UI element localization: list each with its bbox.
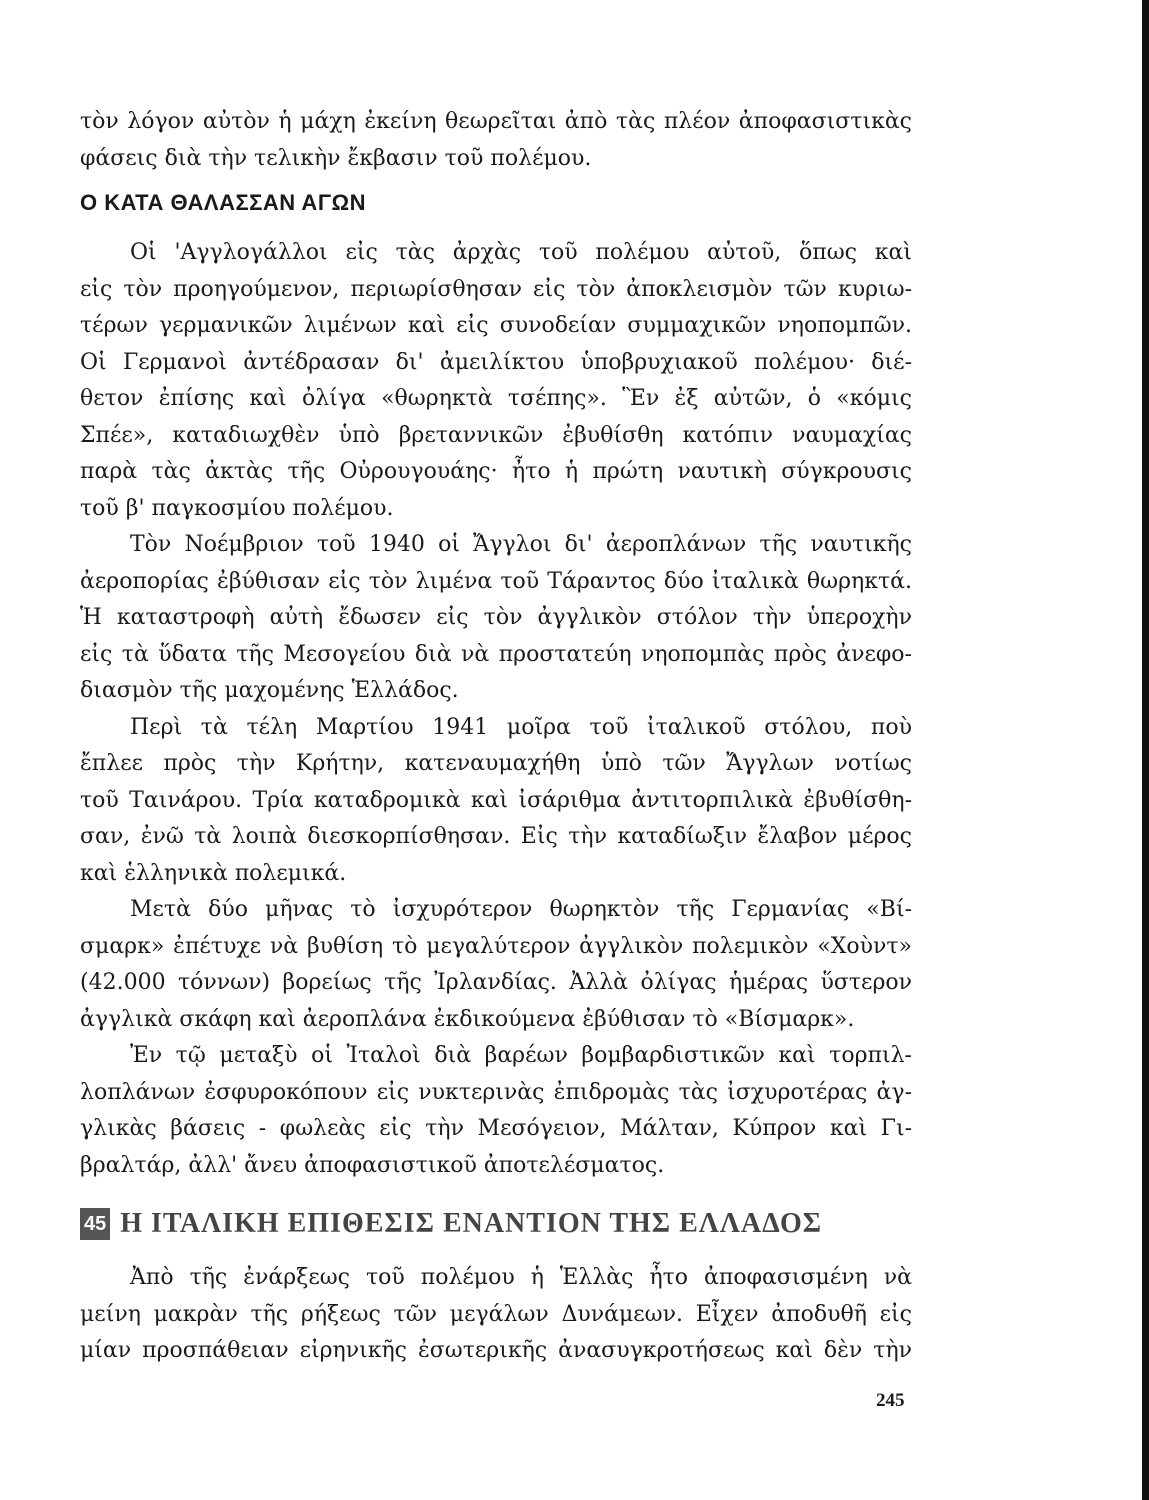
text-line: φάσεις διὰ τὴν τελικὴν ἔκβασιν τοῦ πολέμου. — [80, 145, 592, 171]
page-edge-shadow — [1142, 0, 1149, 1500]
paragraph-taranto — [80, 527, 912, 710]
text-line: Ἡ καταστροφὴ αὐτὴ ἔδωσεν εἰς τὸν ἀγγλικὸν στόλον τὴν ὑπεροχὴν — [80, 605, 912, 630]
text-line: Περὶ τὰ τέλη Μαρτίου 1941 μοῖρα τοῦ ἰταλικοῦ στόλου, ποὺ — [130, 714, 912, 740]
paragraph-naval-blockade — [80, 235, 912, 527]
intro-paragraph — [80, 104, 912, 177]
text-line: τοῦ Ταινάρου. Τρία καταδρομικὰ καὶ ἰσάριθμα ἀντιτορπιλικὰ ἐβυθίσθη- — [80, 787, 912, 813]
text-line: λοπλάνων ἐσφυροκόπουν εἰς νυκτερινὰς ἐπιδρομὰς τὰς ἰσχυροτέρας ἀγ- — [80, 1079, 912, 1105]
text-line: διασμὸν τῆς μαχομένης Ἑλλάδος. — [80, 678, 459, 703]
text-line: Οἱ Γερμανοὶ ἀντέδρασαν δι' ἀμειλίκτου ὑποβρυχιακοῦ πολέμου· διέ- — [80, 349, 912, 375]
text-line: βραλτάρ, ἀλλ' ἄνευ ἀποφασιστικοῦ ἀποτελέσματος. — [80, 1152, 665, 1178]
paragraph-mediterranean-raids — [80, 1038, 912, 1184]
text-line: τὸν λόγον αὐτὸν ἡ μάχη ἐκείνη θεωρεῖται ἀπὸ τὰς πλέον ἀποφασιστικὰς — [80, 109, 912, 134]
text-line: (42.000 τόννων) βορείως τῆς Ἰρλανδίας. Ἀλλὰ ὀλίγας ἡμέρας ὕστερον — [80, 970, 912, 995]
paragraph-matapan — [80, 710, 912, 893]
text-line: σαν, ἐνῶ τὰ λοιπὰ διεσκορπίσθησαν. Εἰς τὴν καταδίωξιν ἔλαβον μέρος — [80, 824, 912, 849]
text-line: Ἐν τῷ μεταξὺ οἱ Ἰταλοὶ διὰ βαρέων βομβαρδιστικῶν καὶ τορπιλ- — [130, 1043, 912, 1068]
text-line: Οἱ 'Αγγλογάλλοι εἰς τὰς ἀρχὰς τοῦ πολέμου αὐτοῦ, ὅπως καὶ — [130, 240, 912, 265]
text-line: μείνη μακρὰν τῆς ρήξεως τῶν μεγάλων Δυνάμεων. Εἶχεν ἀποδυθῆ εἰς — [80, 1301, 912, 1327]
page-number: 245 — [876, 1390, 905, 1411]
text-line: Μετὰ δύο μῆνας τὸ ἰσχυρότερον θωρηκτὸν τῆς Γερμανίας «Βί- — [130, 897, 912, 922]
text-line: εἰς τὰ ὕδατα τῆς Μεσογείου διὰ νὰ προστατεύη νηοπομπὰς πρὸς ἀνεφο- — [80, 641, 912, 667]
paragraph-bismarck — [80, 892, 912, 1038]
text-line: τέρων γερμανικῶν λιμένων καὶ εἰς συνοδείαν συμμαχικῶν νηοπομπῶν. — [80, 313, 912, 338]
section-heading — [80, 1202, 912, 1246]
text-line: γλικὰς βάσεις - φωλεὰς εἰς τὴν Μεσόγειον, Μάλταν, Κύπρον καὶ Γι- — [80, 1116, 912, 1141]
text-line: θετον ἐπίσης καὶ ὀλίγα «θωρηκτὰ τσέπης». Ἓν ἐξ αὐτῶν, ὁ «κόμις — [80, 386, 912, 411]
text-line: καὶ ἑλληνικὰ πολεμικά. — [80, 860, 347, 886]
subsection-heading: Ο ΚΑΤΑ ΘΑΛΑΣΣΑΝ ΑΓΩΝ — [80, 190, 367, 215]
section-title: Η ΙΤΑΛΙΚΗ ΕΠΙΘΕΣΙΣ ΕΝΑΝΤΙΟΝ ΤΗΣ ΕΛΛΑΔΟΣ — [120, 1208, 823, 1239]
text-line: Τὸν Νοέμβριον τοῦ 1940 οἱ Ἄγγλοι δι' ἀεροπλάνων τῆς ναυτικῆς — [130, 532, 912, 557]
text-line: τοῦ β' παγκοσμίου πολέμου. — [80, 495, 394, 521]
text-line: μίαν προσπάθειαν εἰρηνικῆς ἐσωτερικῆς ἀνασυγκροτήσεως καὶ δὲν τὴν — [80, 1338, 912, 1363]
text-line: παρὰ τὰς ἀκτὰς τῆς Οὐρουγουάης· ἦτο ἡ πρώτη ναυτικὴ σύγκρουσις — [80, 459, 912, 484]
text-line: Σπέε», καταδιωχθὲν ὑπὸ βρεταννικῶν ἐβυθίσθη κατόπιν ναυμαχίας — [80, 422, 912, 448]
text-line: ἔπλεε πρὸς τὴν Κρήτην, κατεναυμαχήθη ὑπὸ τῶν Ἄγγλων νοτίως — [80, 751, 912, 776]
text-line: εἰς τὸν προηγούμενον, περιωρίσθησαν εἰς τὸν ἀποκλεισμὸν τῶν κυριω- — [80, 276, 912, 302]
text-line: ἀεροπορίας ἐβύθισαν εἰς τὸν λιμένα τοῦ Τάραντος δύο ἰταλικὰ θωρηκτά. — [80, 568, 912, 594]
text-line: σμαρκ» ἐπέτυχε νὰ βυθίση τὸ μεγαλύτερον ἀγγλικὸν πολεμικὸν «Χοὺντ» — [80, 933, 912, 959]
page-body — [80, 104, 912, 1370]
paragraph-italian-attack — [80, 1260, 912, 1370]
section-number-badge: 45 — [80, 1208, 110, 1240]
text-line: ἀγγλικὰ σκάφη καὶ ἀεροπλάνα ἐκδικούμενα ἐβύθισαν τὸ «Βίσμαρκ». — [80, 1006, 855, 1032]
text-line: Ἀπὸ τῆς ἐνάρξεως τοῦ πολέμου ἡ Ἑλλὰς ἦτο ἀποφασισμένη νὰ — [130, 1265, 912, 1290]
